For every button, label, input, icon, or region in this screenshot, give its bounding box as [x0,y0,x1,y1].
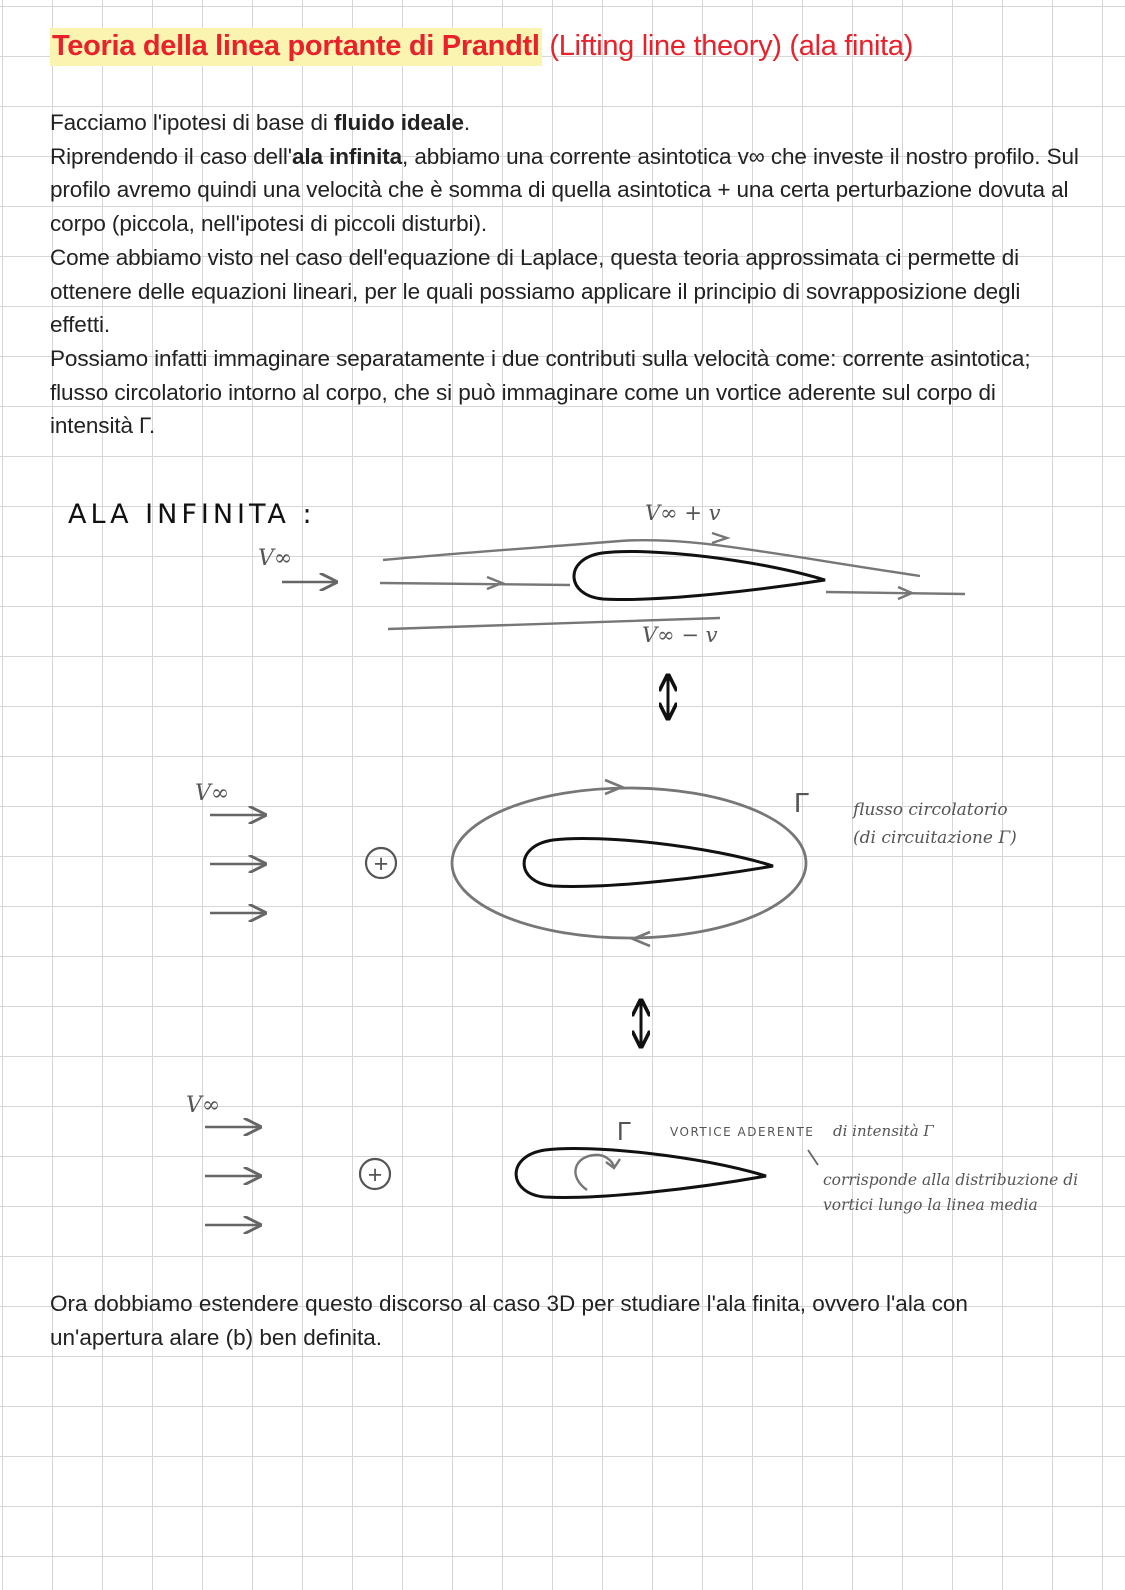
vortex-label: VORTICE ADERENTE [670,1125,815,1139]
airfoil-2 [524,838,773,886]
svg-text:+: + [367,1161,383,1189]
gamma-label-3: Γ [617,1116,632,1146]
title-rest: (Lifting line theory) (ala finita) [541,30,914,62]
v-minus-label: V∞ − v [642,623,718,647]
streamline-upper-arrow [712,533,727,543]
vortex-label-2: di intensità Γ [833,1122,934,1140]
vortex-note-2: vortici lungo la linea media [823,1196,1038,1214]
circulatory-note-2: (di circuitazione Γ) [853,828,1017,848]
paragraph-2: Riprendendo il caso dell'ala infinita, abbiamo una corrente asintotica v∞ che investe il nostro profilo. Sul profilo avremo quindi una velocità che è somma di quella asintotica + una certa perturbazione dovuta al corpo (piccola, nell'ipotesi di piccoli disturbi). [50,143,1079,237]
airfoil-3 [516,1148,766,1197]
note-pointer [808,1150,818,1165]
paragraph-4: Possiamo infatti immaginare separatamente i due contributi sulla velocità come: corrente asintotica; flusso circolatorio intorno al corpo, che si può immaginare come un vortice aderente sul corpo di intensità Γ. [50,345,1031,439]
title-highlight: Teoria della linea portante di Prandtl [50,28,542,66]
streamline-upper [383,540,920,576]
gamma-label-2: Γ [794,787,810,818]
diagram-heading: ALA INFINITA : [68,499,316,530]
streamline-middle [380,583,570,585]
streamline-wake [826,592,965,594]
circulatory-note-1: flusso circolatorio [853,800,1008,820]
bound-vortex-arrow [575,1155,614,1190]
plus-sign-1 [366,848,396,878]
circulation-loop [452,788,806,938]
paragraph-3: Come abbiamo visto nel caso dell'equazione di Laplace, questa teoria approssimata ci permette di ottenere delle equazioni lineari, per le quali possiamo applicare il principio di sovrapposizione degli effetti. [50,244,1021,338]
airfoil-1 [574,552,825,600]
paragraph-5: Ora dobbiamo estendere questo discorso al caso 3D per studiare l'ala finita, ovvero l'ala con un'apertura alare (b) ben definita. [50,1291,968,1350]
vortex-note-1: corrisponde alla distribuzione di [823,1171,1079,1189]
v-inf-label-3: V∞ [186,1093,221,1118]
v-plus-label: V∞ + v [645,501,721,525]
plus-sign-2 [360,1159,390,1189]
v-inf-label-1: V∞ [258,546,293,571]
paragraph-1: Facciamo l'ipotesi di base di fluido ideale. [50,110,471,135]
v-inf-label-2: V∞ [195,781,230,806]
conclusion-text [50,1287,1080,1354]
svg-text:+: + [373,850,389,878]
